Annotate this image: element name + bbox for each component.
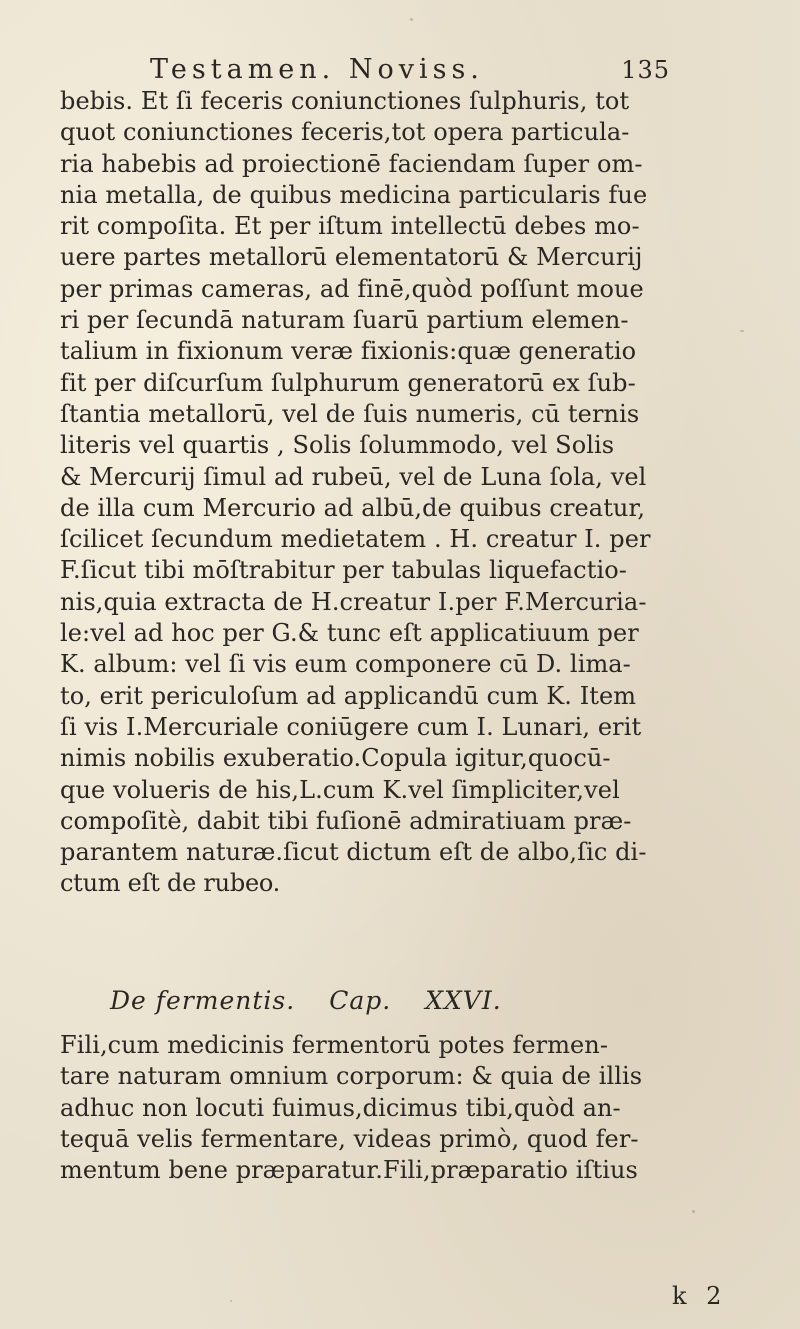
- text-line: ſcilicet ſecundum medietatem . H. creatur I. per: [60, 525, 651, 554]
- page-number: 135: [621, 56, 670, 84]
- paper-speck: [740, 330, 744, 332]
- text-line: F.ſicut tibi mōſtrabitur per tabulas liquefactio-: [60, 556, 627, 585]
- text-line: fit per diſcurſum ſulphurum generatorū ex ſub-: [60, 368, 636, 397]
- text-line: nia metalla, de quibus medicina particularis fue: [60, 180, 648, 209]
- text-line: rit compoſita. Et per iſtum intellectū debes mo-: [60, 212, 640, 241]
- text-line: ria habebis ad proiectionē faciendam ſuper om-: [60, 149, 643, 178]
- signature-mark: k 2: [672, 1282, 728, 1310]
- text-line: bebis. Et ſi feceris coniunctiones ſulphuris, tot: [60, 87, 630, 115]
- text-line: mentum bene præparatur.Fili,præparatio iſtius: [60, 1156, 638, 1185]
- paper-speck: [410, 18, 413, 21]
- text-line: ri per ſecundā naturam ſuarū partium elemen-: [60, 306, 629, 335]
- text-line: talium in fixionum veræ fixionis:quæ generatio: [60, 337, 637, 366]
- text-line: de illa cum Mercurio ad albū,de quibus creatur,: [60, 493, 646, 522]
- paper-speck: [692, 1210, 695, 1213]
- text-line: to, erit periculoſum ad applicandū cum K. Item: [60, 681, 637, 710]
- text-line: adhuc non locuti fuimus,dicimus tibi,quòd an-: [60, 1093, 621, 1122]
- chapter-title: De fermentis.: [110, 986, 296, 1015]
- text-line: compoſitè, dabit tibi fuſionē admiratiuam præ-: [60, 806, 632, 835]
- text-line: tequā velis fermentare, videas primò, quod fer-: [60, 1124, 639, 1153]
- text-line: uere partes metallorū elementatorū & Mercurij: [60, 243, 643, 272]
- text-line: parantem naturæ.ſicut dictum eſt de albo,ſic di-: [60, 838, 647, 867]
- text-line: ſi vis I.Mercuriale coniūgere cum I. Lunari, erit: [60, 712, 642, 741]
- text-line: nimis nobilis exuberatio.Copula igitur,quocū-: [60, 744, 611, 773]
- chapter-heading: [110, 986, 670, 1015]
- text-line: Fili,cum medicinis fermentorū potes fermen-: [60, 1031, 609, 1059]
- chapter-cap-label: Cap.: [329, 986, 392, 1015]
- chapter-number: XXVI.: [425, 986, 502, 1015]
- text-line: K. album: vel ſi vis eum componere cū D. lima-: [60, 650, 631, 679]
- text-line: ſtantia metallorū, vel de ſuis numeris, cū ternis: [60, 399, 640, 428]
- running-title: Testamen. Noviss.: [150, 54, 484, 85]
- text-line: literis vel quartis , Solis ſolummodo, vel Solis: [60, 431, 615, 460]
- text-line: que volueris de his,L.cum K.vel ſimpliciter,vel: [60, 775, 620, 804]
- text-line: tare naturam omnium corporum: & quia de illis: [60, 1062, 643, 1091]
- main-text-block: [60, 86, 770, 900]
- text-line: ctum eſt de rubeo.: [60, 869, 281, 898]
- text-line: per primas cameras, ad finē,quòd poſſunt moue: [60, 274, 644, 303]
- chapter-text-block: [60, 1030, 770, 1186]
- text-line: & Mercurij ſimul ad rubeū, vel de Luna ſola, vel: [60, 462, 647, 491]
- text-line: le:vel ad hoc per G.& tunc eſt applicatiuum per: [60, 619, 639, 648]
- text-line: quot coniunctiones feceris,tot opera particula-: [60, 118, 630, 147]
- paper-speck: [230, 1300, 232, 1302]
- text-line: nis,quia extracta de H.creatur I.per F.Mercuria-: [60, 587, 647, 616]
